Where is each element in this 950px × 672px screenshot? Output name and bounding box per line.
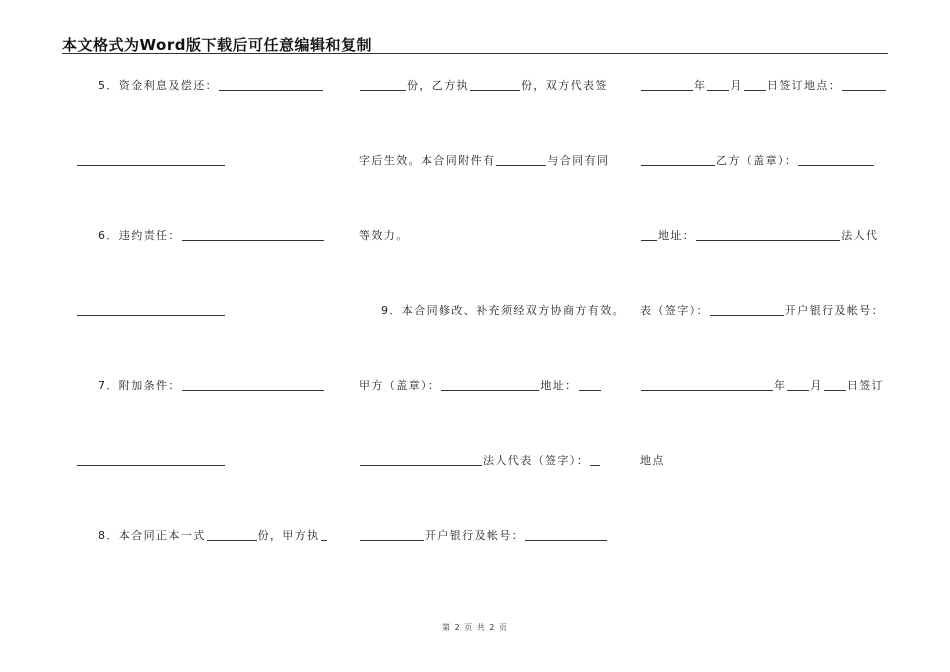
clause-6-line (98, 229, 325, 243)
document-header-title: 本文格式为Word版下载后可任意编辑和复制 (62, 36, 372, 54)
blank-field[interactable] (641, 379, 773, 391)
party-a-bank-line (359, 529, 608, 543)
day-sign-label: 日签订 (846, 379, 885, 392)
blank-field[interactable] (824, 379, 846, 391)
year-label: 年 (774, 379, 787, 392)
blank-field[interactable] (441, 379, 539, 391)
copies-sign-text: 份，双方代表签 (521, 79, 608, 92)
clause-8-line (98, 529, 328, 543)
blank-field[interactable] (360, 454, 482, 466)
party-b-rep-label-end: 表（签字）： (640, 304, 709, 317)
party-b-rep-label-start: 法人代 (841, 229, 879, 242)
clause-7-label: 7．附加条件： (98, 379, 181, 392)
blank-field[interactable] (207, 529, 257, 541)
blank-field[interactable] (787, 379, 809, 391)
party-a-seal-label: 甲方（盖章）： (359, 379, 441, 392)
clause-6-continuation (76, 304, 226, 318)
blank-field[interactable] (360, 79, 406, 91)
clause-5-continuation (76, 154, 226, 168)
month-label: 月 (730, 79, 743, 92)
blank-field[interactable] (360, 529, 424, 541)
blank-field[interactable] (579, 379, 601, 391)
party-a-bank-label: 开户银行及帐号： (425, 529, 525, 542)
party-a-address-label: 地址： (540, 379, 578, 392)
blank-field[interactable] (182, 229, 324, 241)
blank-field[interactable] (696, 229, 840, 241)
party-a-seal-line (359, 379, 602, 393)
party-b-bank-label: 开户银行及帐号： (784, 304, 885, 317)
blank-field[interactable] (641, 154, 715, 166)
blank-field[interactable] (77, 454, 225, 466)
effect-line (359, 154, 609, 168)
header-divider (62, 53, 888, 54)
blank-field[interactable] (798, 154, 874, 166)
month-label: 月 (810, 379, 823, 392)
place-line: 地点 (640, 454, 665, 467)
party-a-rep-line (359, 454, 601, 468)
equal-effect-line: 等效力。 (359, 229, 409, 242)
party-a-date-line (640, 79, 887, 93)
blank-field[interactable] (842, 79, 886, 91)
clause-9-line: 9．本合同修改、补充须经双方协商方有效。 (381, 304, 625, 317)
clause-8-label: 8．本合同正本一式 (98, 529, 206, 542)
blank-field[interactable] (77, 304, 225, 316)
blank-field[interactable] (525, 529, 607, 541)
year-label: 年 (694, 79, 707, 92)
page-number: 第 2 页 共 2 页 (442, 623, 508, 632)
party-b-rep-line (640, 304, 884, 318)
party-a-rep-label: 法人代表（签字）： (483, 454, 590, 467)
blank-field[interactable] (710, 304, 784, 316)
blank-field[interactable] (641, 79, 693, 91)
party-b-date-line (640, 379, 884, 393)
effect-text: 字后生效。本合同附件有 (359, 154, 496, 167)
blank-field[interactable] (321, 529, 327, 541)
copies-line (359, 79, 608, 93)
blank-field[interactable] (707, 79, 729, 91)
blank-field[interactable] (496, 154, 546, 166)
blank-field[interactable] (77, 154, 225, 166)
effect-tail: 与合同有同 (547, 154, 610, 167)
party-b-seal-label: 乙方（盖章）： (716, 154, 798, 167)
clause-5-label: 5．资金利息及偿还： (98, 79, 218, 92)
blank-field[interactable] (182, 379, 324, 391)
party-b-address-label: 地址： (658, 229, 696, 242)
clause-8-mid: 份，甲方执 (257, 529, 320, 542)
blank-field[interactable] (590, 454, 600, 466)
blank-field[interactable] (219, 79, 323, 91)
blank-field[interactable] (641, 229, 657, 241)
party-b-seal-line (640, 154, 875, 168)
clause-7-line (98, 379, 325, 393)
day-place-label: 日签订地点： (766, 79, 842, 92)
blank-field[interactable] (470, 79, 520, 91)
clause-6-label: 6．违约责任： (98, 229, 181, 242)
clause-7-continuation (76, 454, 226, 468)
blank-field[interactable] (744, 79, 766, 91)
party-b-address-line (640, 229, 878, 243)
copies-party-b-text: 份，乙方执 (407, 79, 469, 92)
clause-5-line (98, 79, 324, 93)
